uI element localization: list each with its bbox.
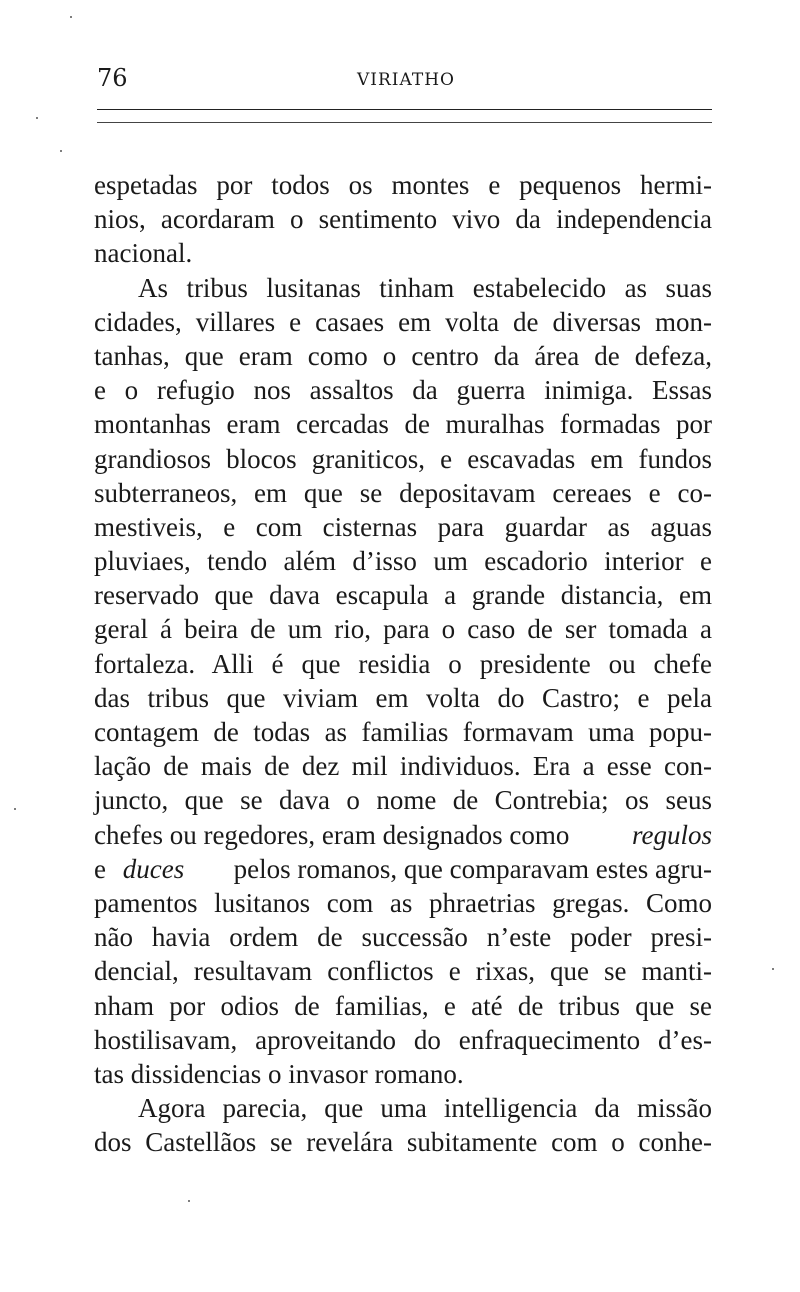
text-line: montanhas eram cercadas de muralhas formadas por — [94, 409, 712, 440]
text-line: reservado que dava escapula a grande distancia, em — [94, 580, 712, 611]
text-line: espetadas por todos os montes e pequenos hermi- — [94, 170, 712, 200]
speck — [14, 808, 16, 810]
speck — [188, 1200, 190, 1202]
text-line: tanhas, que eram como o centro da área de defeza, — [94, 340, 712, 371]
text-line: e o refugio nos assaltos da guerra inimiga. Essas — [94, 375, 712, 406]
text-line: juncto, que se dava o nome de Contrebia; os seus — [94, 785, 712, 816]
header-rule-secondary — [97, 122, 712, 123]
text-line: Agora parecia, que uma intelligencia da missão — [138, 1093, 712, 1124]
text-line: das tribus que viviam em volta do Castro; e pela — [94, 682, 712, 713]
text-line — [94, 818, 712, 852]
speck — [772, 968, 774, 970]
running-title: VIRIATHO — [357, 70, 455, 90]
text-line: hostilisavam, aproveitando do enfraquecimento d’es- — [94, 1024, 712, 1055]
header-rule — [97, 109, 712, 110]
text-line: pamentos lusitanos com as phraetrias gregas. Como — [94, 887, 712, 918]
text-line: subterraneos, em que se depositavam cereaes e co- — [94, 477, 712, 508]
speck — [70, 16, 72, 18]
text-line — [94, 852, 712, 886]
text-line: contagem de todas as familias formavam uma popu- — [94, 717, 712, 747]
text-line: mestiveis, e com cisternas para guardar as aguas — [94, 511, 712, 542]
text-line: As tribus lusitanas tinham estabelecido as suas — [138, 272, 712, 303]
speck — [36, 117, 38, 119]
text-line: fortaleza. Alli é que residia o presidente ou chefe — [94, 648, 712, 679]
text-line: não havia ordem de successão n’este poder presi- — [94, 922, 712, 953]
italic-term-duces: duces — [122, 853, 185, 884]
text-fragment-e: e — [94, 853, 106, 884]
page-number: 76 — [97, 64, 128, 92]
text-line: nham por odios de familias, e até de tribus que se — [94, 990, 712, 1021]
speck — [60, 150, 62, 152]
body-text — [94, 168, 712, 1159]
text-line: dencial, resultavam conflictos e rixas, que se manti- — [94, 956, 712, 987]
text-fragment: chefes ou regedores, eram designados como — [94, 819, 570, 850]
text-line: nacional. — [94, 238, 193, 269]
italic-term-regulos: regulos — [632, 819, 712, 850]
text-line: dos Castellãos se revelára subitamente com o conhe- — [94, 1127, 712, 1158]
text-line: cidades, villares e casaes em volta de diversas mon- — [94, 306, 712, 337]
text-fragment — [94, 852, 184, 886]
text-fragment: pelos romanos, que comparavam estes agru- — [233, 853, 712, 884]
text-line: geral á beira de um rio, para o caso de ser tomada a — [94, 614, 712, 645]
text-line: lação de mais de dez mil individuos. Era a esse con- — [94, 751, 712, 782]
text-line: tas dissidencias o invasor romano. — [94, 1058, 464, 1089]
text-line: grandiosos blocos graniticos, e escavadas em fundos — [94, 443, 712, 474]
text-line: nios, acordaram o sentimento vivo da independencia — [94, 204, 712, 235]
text-line: pluviaes, tendo além d’isso um escadorio interior e — [94, 546, 712, 577]
